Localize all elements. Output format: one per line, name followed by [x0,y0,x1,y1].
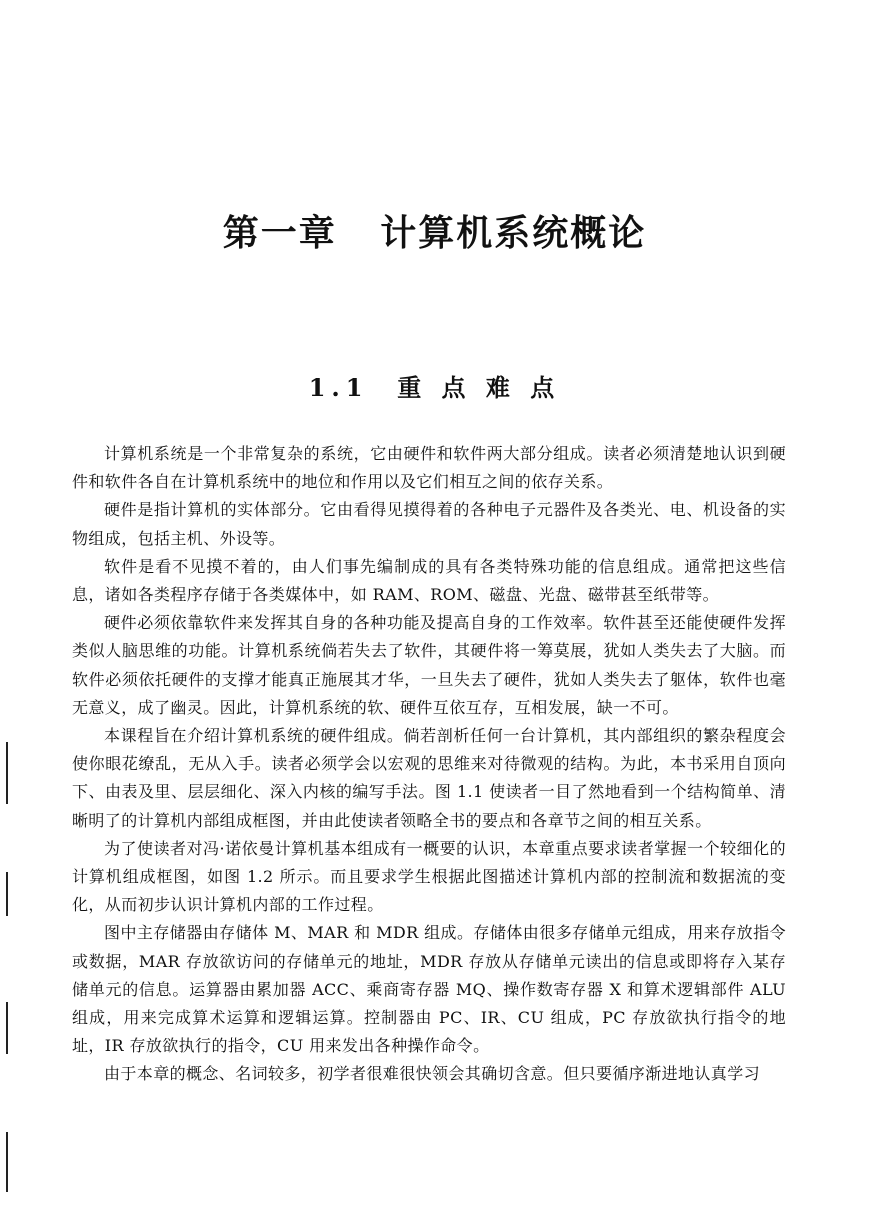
scan-margin-mark [6,1002,8,1054]
chapter-title: 第一章 计算机系统概论 [222,213,647,254]
paragraph-course-aim: 本课程旨在介绍计算机系统的硬件组成。倘若剖析任何一台计算机，其内部组织的繁杂程度会使你眼花缭乱，无从入手。读者必须学会以宏观的思维来对待微观的结构。为此，本书采用自顶向下、由表及里、层层细化、深入内核的编写手法。图 1.1 使读者一目了然地看到一个结构简单、清晰明了的计算机内部组成框图，并由此使读者领略全书的要点和各章节之间的相互关系。 [72,726,786,830]
scan-margin-mark [6,872,8,916]
body-text [72,440,786,1089]
paragraph-hardware-software-relation: 硬件必须依靠软件来发挥其自身的各种功能及提高自身的工作效率。软件甚至还能使硬件发挥类似人脑思维的功能。计算机系统倘若失去了软件，其硬件将一筹莫展，犹如人类失去了大脑。而软件必须依托硬件的支撑才能真正施展其才华，一旦失去了硬件，犹如人类失去了躯体，软件也毫无意义，成了幽灵。因此，计算机系统的软、硬件互依互存，互相发展，缺一不可。 [72,613,786,717]
paragraph-system-overview: 计算机系统是一个非常复杂的系统，它由硬件和软件两大部分组成。读者必须清楚地认识到硬件和软件各自在计算机系统中的地位和作用以及它们相互之间的依存关系。 [72,444,786,492]
paragraph-software-definition: 软件是看不见摸不着的，由人们事先编制成的具有各类特殊功能的信息组成。通常把这些信息，诸如各类程序存储于各类媒体中，如 RAM、ROM、磁盘、光盘、磁带甚至纸带等。 [72,556,786,605]
scan-margin-mark [6,1132,8,1192]
paragraph-von-neumann: 为了使读者对冯·诺依曼计算机基本组成有一概要的认识，本章重点要求读者掌握一个较细化的计算机组成框图，如图 1.2 所示。而且要求学生根据此图描述计算机内部的控制流和数据流的变化，从而初步认识计算机内部的工作过程。 [72,838,786,915]
paragraph-components: 图中主存储器由存储体 M、MAR 和 MDR 组成。存储体由很多存储单元组成，用来存放指令或数据，MAR 存放欲访问的存储单元的地址，MDR 存放从存储单元读出的信息或即将存入某存储单元的信息。运算器由累加器 ACC、乘商寄存器 MQ、操作数寄存器 X 和算术逻辑部件 ALU 组成，用来完成算术运算和逻辑运算。控制器由 PC、IR、CU 组成，PC 存放欲执行指令的地址，IR 存放欲执行的指令，CU 用来发出各种操作命令。 [72,923,786,1056]
paragraph-study-advice: 由于本章的概念、名词较多，初学者很难很快领会其确切含意。但只要循序渐进地认真学习 [104,1064,761,1084]
scan-margin-mark [6,742,8,804]
section-title: 1.1 重 点 难 点 [308,373,561,402]
paragraph-hardware-definition: 硬件是指计算机的实体部分。它由看得见摸得着的各种电子元器件及各类光、电、机设备的实物组成，包括主机、外设等。 [72,500,786,548]
